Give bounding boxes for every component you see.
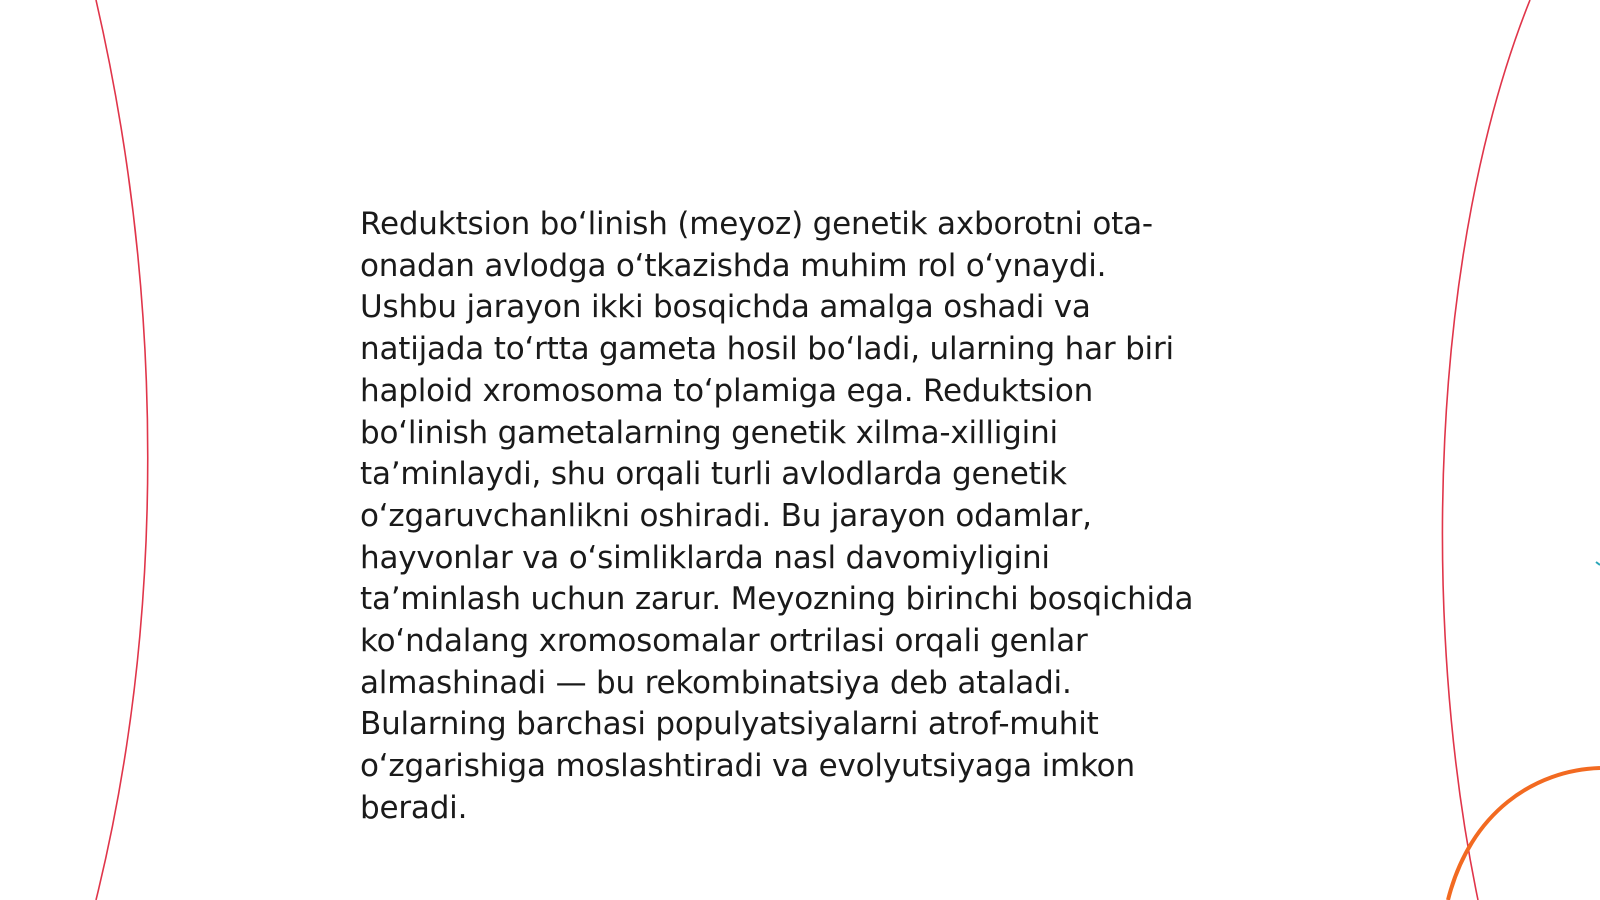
bottom-right-circle-arc (1448, 768, 1600, 900)
body-paragraph: Reduktsion bo‘linish (meyoz) genetik axborotni ota- onadan avlodga o‘tkazishda muhim rol o‘ynaydi. Ushbu jarayon ikki bosqichda amalga oshadi va natijada to‘rtta gameta hosil bo‘ladi, ularning har biri haploid xromosoma to‘plamiga ega. Reduktsion bo‘linish gametalarning genetik xilma-xilligini ta’minlaydi, shu orqali turli avlodlarda genetik o‘zgaruvchanlikni oshiradi. Bu jarayon odamlar, hayvonlar va o‘simliklarda nasl davomiyligini ta’minlash uchun zarur. Meyozning birinchi bosqichida ko‘ndalang xromosomalar ortrilasi orqali genlar almashinadi — bu rekombinatsiya deb ataladi. Bularning barchasi populyatsiyalarni atrof-muhit o‘zgarishiga moslashtiradi va evolyutsiyaga imkon beradi. (360, 206, 1194, 826)
right-edge-accent (1596, 562, 1600, 565)
left-arc-line (96, 0, 148, 900)
right-arc-line (1442, 0, 1530, 900)
